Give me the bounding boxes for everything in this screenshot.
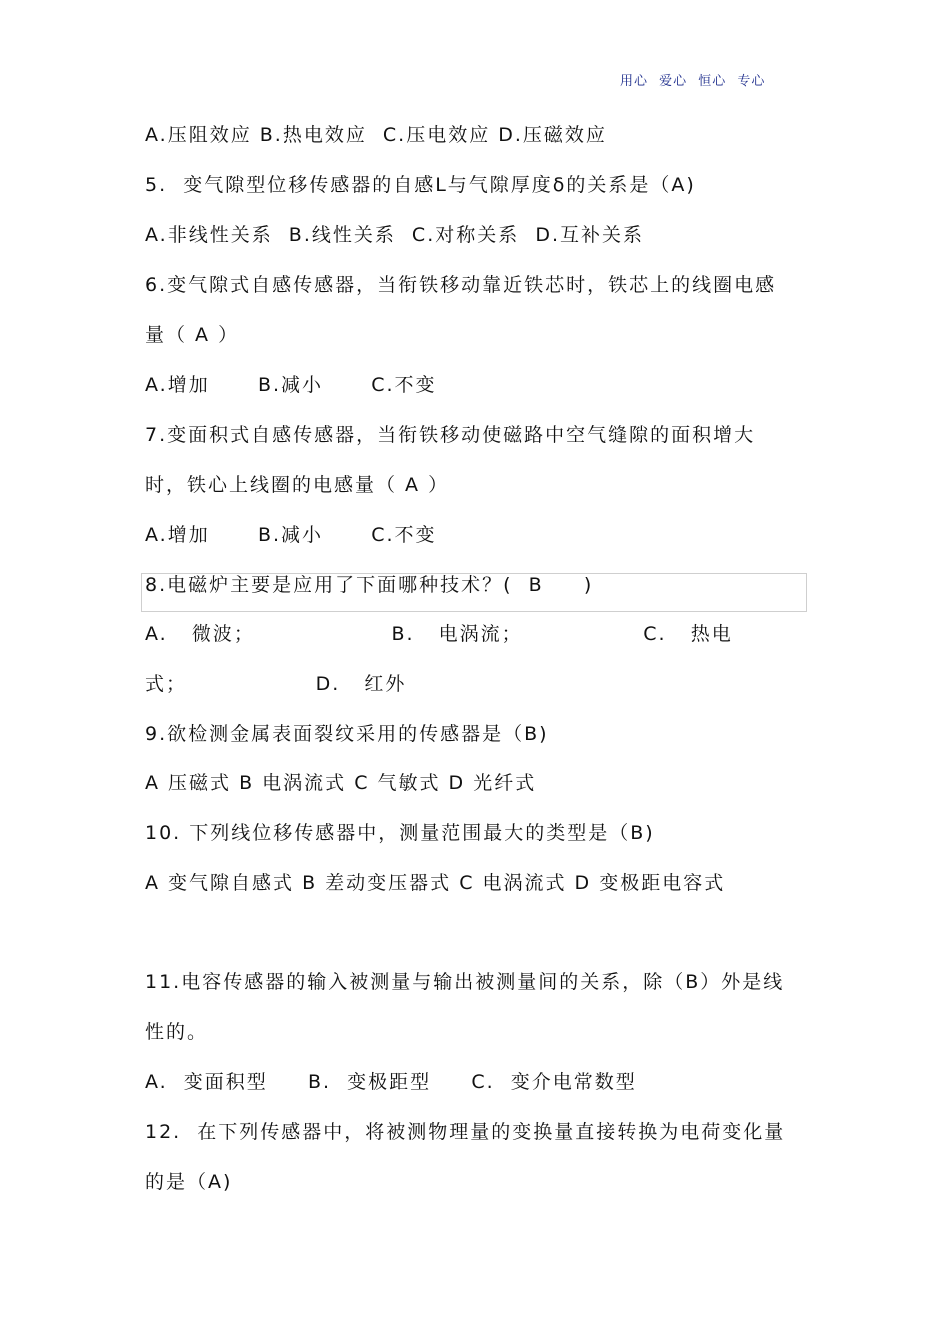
q10-question: 10. 下列线位移传感器中，测量范围最大的类型是（B) — [145, 822, 655, 844]
q10-options: A 变气隙自感式 B 差动变压器式 C 电涡流式 D 变极距电容式 — [145, 872, 726, 894]
q12-question-line2: 的是（A) — [145, 1171, 233, 1193]
q4-options: A.压阻效应 B.热电效应 C.压电效应 D.压磁效应 — [145, 124, 607, 146]
q9-question: 9.欲检测金属表面裂纹采用的传感器是（B) — [145, 723, 549, 745]
q11-question-line1: 11.电容传感器的输入被测量与输出被测量间的关系，除（B）外是线 — [145, 971, 785, 993]
q8-question: 8.电磁炉主要是应用了下面哪种技术？( B ) — [145, 574, 594, 596]
q6-question-line1: 6.变气隙式自感传感器，当衔铁移动靠近铁芯时，铁芯上的线圈电感 — [145, 274, 777, 296]
q11-question-line2: 性的。 — [145, 1021, 209, 1043]
q12-question-line1: 12. 在下列传感器中，将被测物理量的变换量直接转换为电荷变化量 — [145, 1121, 786, 1143]
q9-options: A 压磁式 B 电涡流式 C 气敏式 D 光纤式 — [145, 772, 537, 794]
q8-options-line1: A. 微波； B. 电涡流； C. 热电 — [145, 623, 733, 645]
q7-question-line2: 时，铁心上线圈的电感量（ A ） — [145, 474, 450, 496]
q11-options: A. 变面积型 B. 变极距型 C. 变介电常数型 — [145, 1071, 637, 1093]
page-header-motto: 用心 爱心 恒心 专心 — [620, 74, 766, 89]
q7-question-line1: 7.变面积式自感传感器，当衔铁移动使磁路中空气缝隙的面积增大 — [145, 424, 756, 446]
q6-options: A.增加 B.减小 C.不变 — [145, 374, 437, 396]
q6-question-line2: 量（ A ） — [145, 324, 240, 346]
q7-options: A.增加 B.减小 C.不变 — [145, 524, 437, 546]
q8-options-line2: 式； D. 红外 — [145, 673, 407, 695]
q5-options: A.非线性关系 B.线性关系 C.对称关系 D.互补关系 — [145, 224, 644, 246]
q5-question: 5. 变气隙型位移传感器的自感L与气隙厚度δ的关系是（A) — [145, 174, 696, 196]
